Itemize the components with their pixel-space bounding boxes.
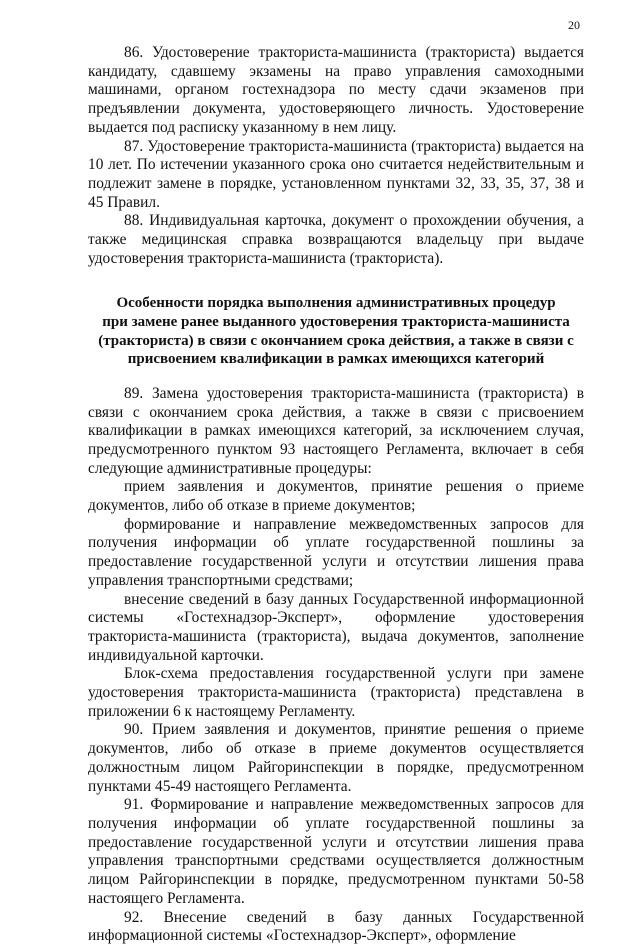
- section-heading-line: присвоением квалификации в рамках имеющихся категорий: [127, 351, 545, 368]
- page-number: 20: [568, 18, 580, 32]
- paragraph-90: 90. Прием заявления и документов, принятие решения о приеме документов, либо об отказе в приеме документов осуществляется должностным лицом Райгоринспекции в порядке, предусмотренном пунктами 45-49 настоящего Регламента.: [88, 721, 584, 795]
- paragraph-91: 91. Формирование и направление межведомственных запросов для получения информации об уплате государственной пошлины за предоставление государственной услуги и отсутствии лишения права управления транспортными средствами осуществляется должностным лицом Райгоринспекции в порядке, предусмотренном пунктами 50-58 настоящего Регламента.: [88, 796, 584, 907]
- list-item-reception: прием заявления и документов, принятие решения о приеме документов, либо об отказе в приеме документов;: [88, 478, 584, 515]
- paragraph-flowchart: Блок-схема предоставления государственной услуги при замене удостоверения тракториста-машиниста (тракториста) представлена в приложении 6 к настоящему Регламенту.: [88, 665, 584, 720]
- document-body: [88, 44, 584, 946]
- section-heading-line: (тракториста) в связи с окончанием срока действия, а также в связи с: [98, 332, 574, 349]
- paragraph-86: 86. Удостоверение тракториста-машиниста (тракториста) выдается кандидату, сдавшему экзамены на право управления самоходными машинами, органом гостехнадзора по месту сдачи экзаменов при предъявлении документа, удостоверяющего личность. Удостоверение выдается под расписку указанному в нем лицу.: [88, 44, 584, 136]
- paragraph-89: 89. Замена удостоверения тракториста-машиниста (тракториста) в связи с окончанием срока действия, а также в связи с присвоением квалификации в рамках имеющихся категорий, за исключением случая, предусмотренного пунктом 93 настоящего Регламента, включает в себя следующие административные процедуры:: [88, 384, 584, 477]
- section-heading: [88, 294, 584, 368]
- paragraph-92: 92. Внесение сведений в базу данных Государственной информационной системы «Гостехнадзор-Эксперт», оформление: [88, 908, 584, 945]
- paragraph-88: 88. Индивидуальная карточка, документ о прохождении обучения, а также медицинская справка возвращаются владельцу при выдаче удостоверения тракториста-машиниста (тракториста).: [88, 212, 584, 267]
- section-heading-line: при замене ранее выданного удостоверения тракториста-машиниста: [102, 314, 570, 331]
- list-item-requests: формирование и направление межведомственных запросов для получения информации об уплате государственной пошлины за предоставление государственной услуги и отсутствии лишения права управления транспортными средствами;: [88, 515, 584, 589]
- section-heading-line: Особенности порядка выполнения административных процедур: [116, 295, 556, 312]
- list-item-database: внесение сведений в базу данных Государственной информационной системы «Гостехнадзор-Эксперт», оформление удостоверения тракториста-машиниста (тракториста), выдача документов, заполнение индивидуальной карточки.: [88, 590, 584, 664]
- paragraph-87: 87. Удостоверение тракториста-машиниста (тракториста) выдается на 10 лет. По истечении указанного срока оно считается недействительным и подлежит замене в порядке, установленном пунктами 32, 33, 35, 37, 38 и 45 Правил.: [88, 137, 584, 211]
